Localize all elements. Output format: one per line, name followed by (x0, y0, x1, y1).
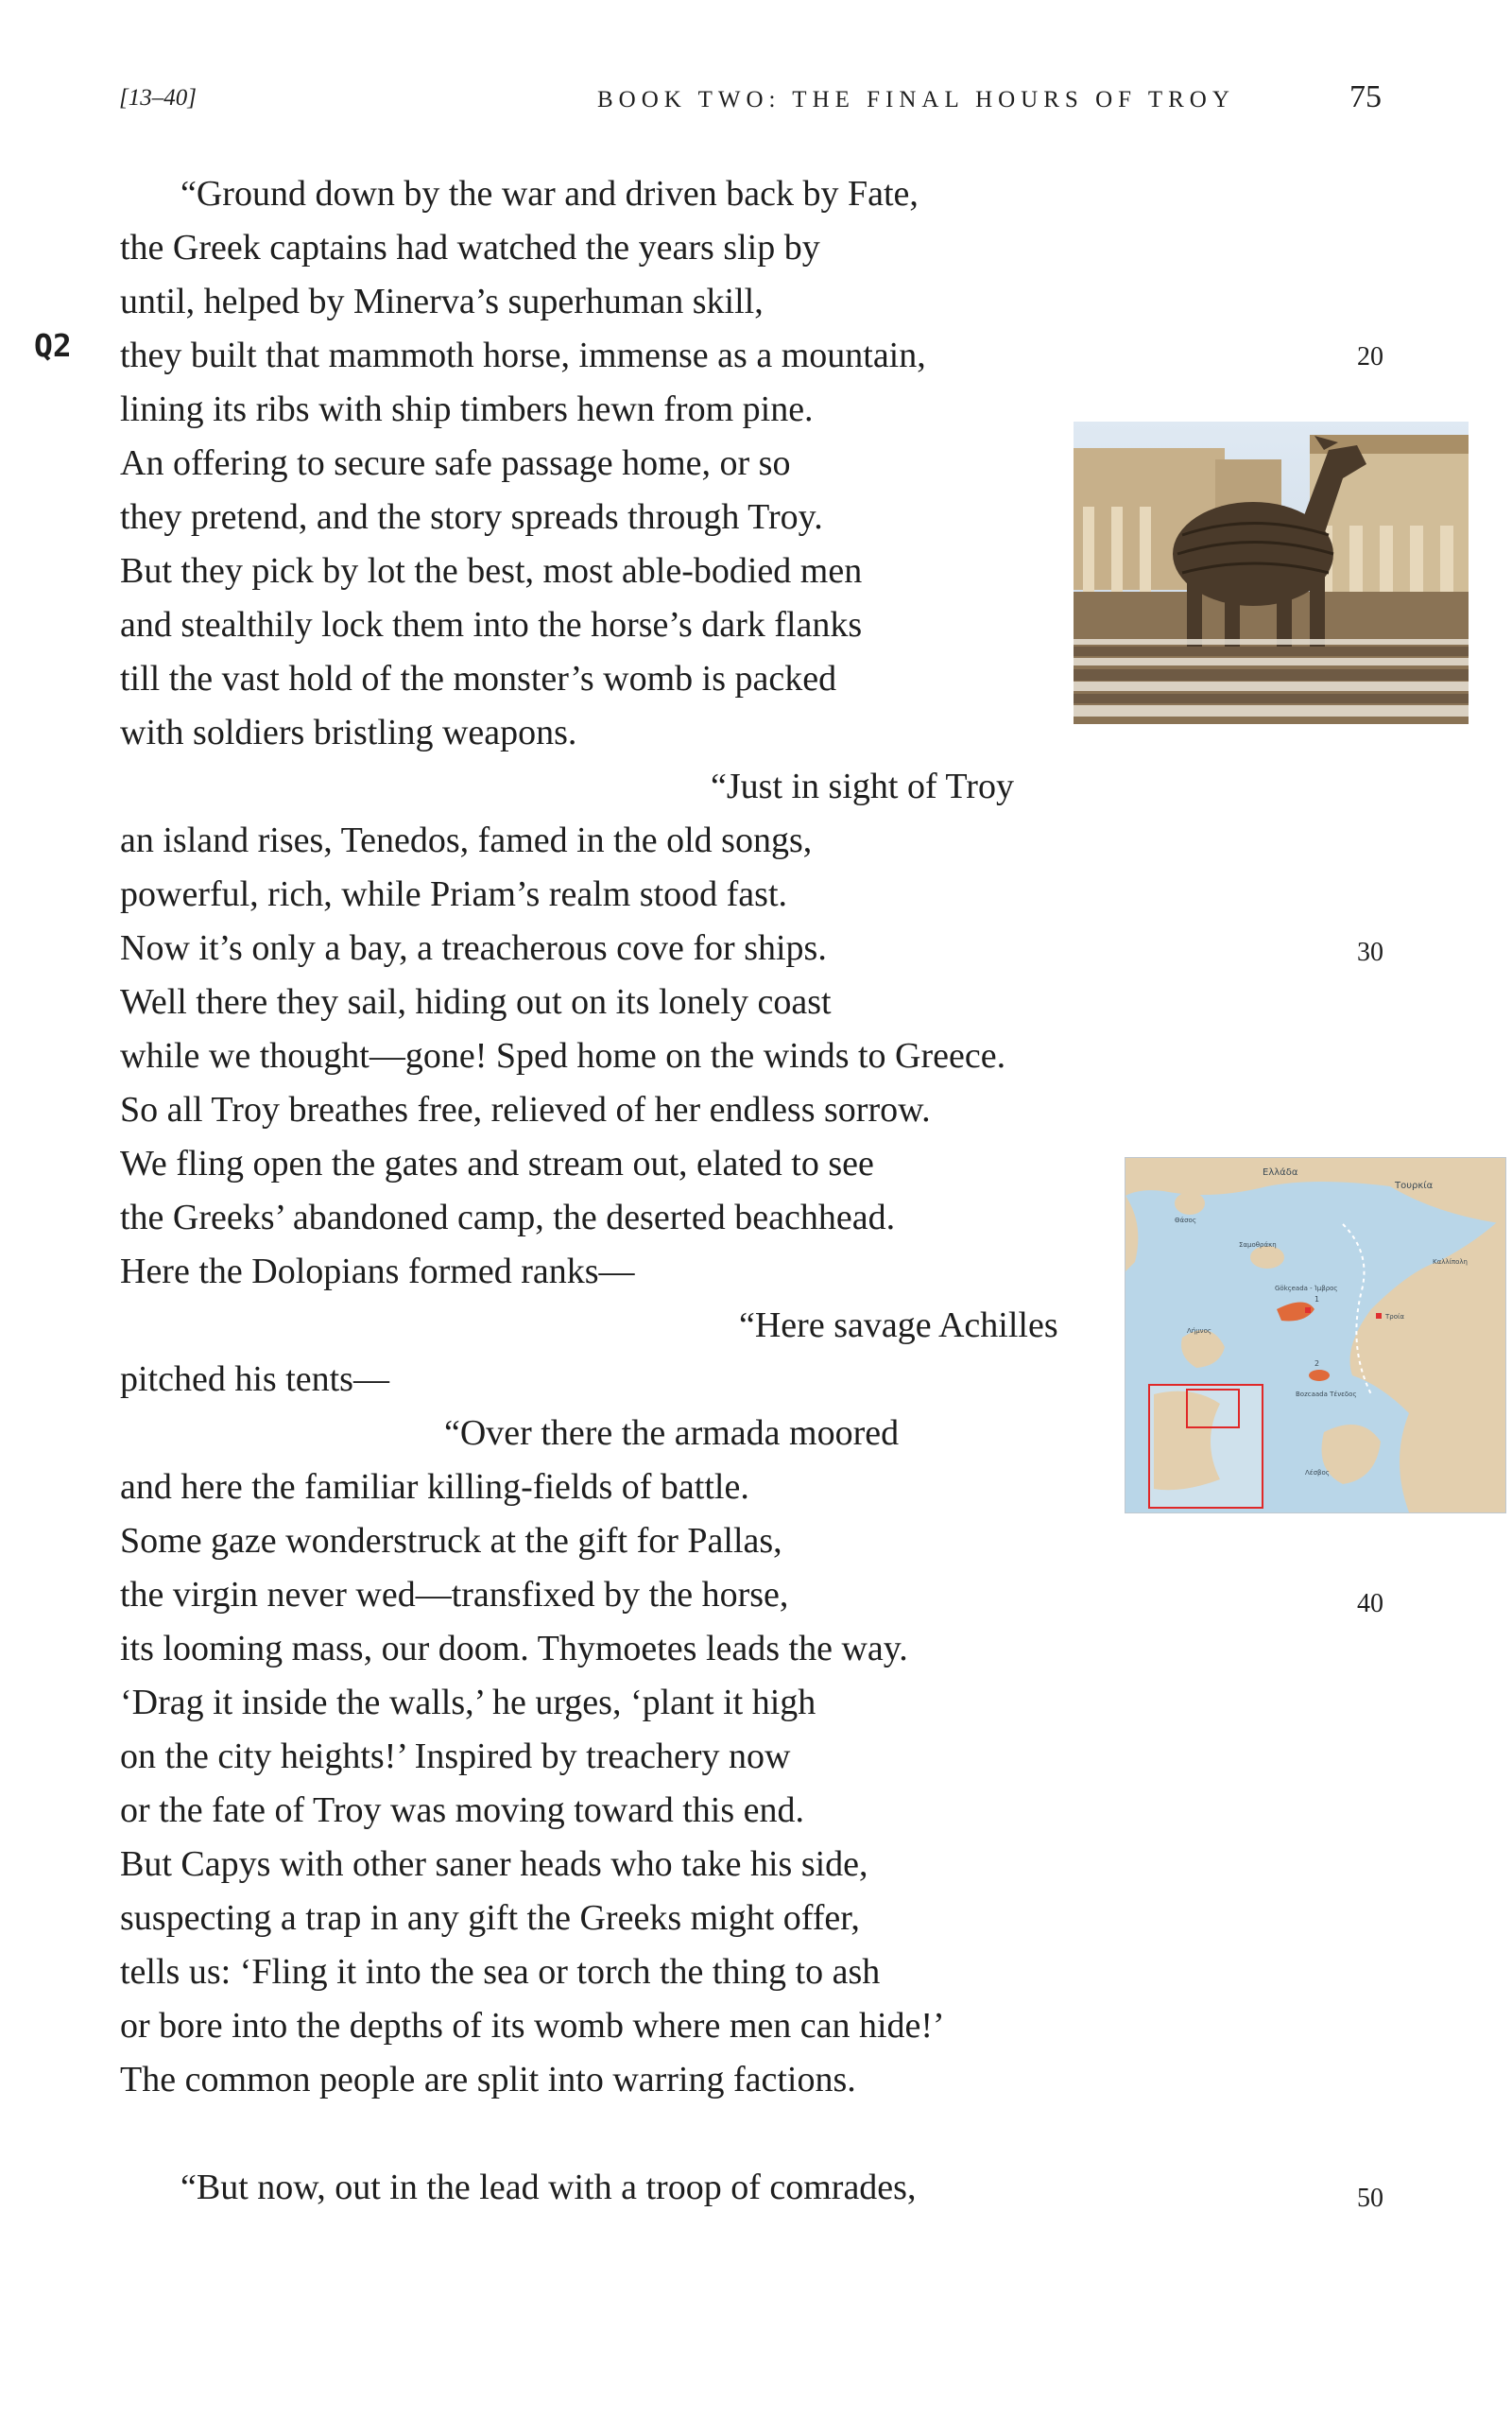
poem-line: or the fate of Troy was moving toward this end. (120, 1790, 805, 1830)
line-number-30: 30 (1357, 938, 1383, 967)
poem-line: its looming mass, our doom. Thymoetes leads the way. (120, 1629, 908, 1668)
map-label-kallipoli: Καλλίπολη (1433, 1258, 1468, 1266)
map-label-gokceada: Gökçeada - Ίμβρος (1275, 1285, 1338, 1292)
poem-line: on the city heights!’ Inspired by treachery now (120, 1736, 791, 1776)
poem-line: “Here savage Achilles (739, 1305, 1058, 1345)
poem-line: they built that mammoth horse, immense as a mountain, (120, 336, 926, 375)
poem-line: the Greeks’ abandoned camp, the deserted beachhead. (120, 1198, 896, 1237)
poem-line: Here the Dolopians formed ranks— (120, 1252, 635, 1291)
header-line-range: [13–40] (119, 85, 197, 111)
poem-line: “Ground down by the war and driven back by Fate, (180, 174, 919, 214)
poem-line: pitched his tents— (120, 1359, 389, 1399)
line-number-50: 50 (1357, 2184, 1383, 2213)
poem-line: until, helped by Minerva’s superhuman skill, (120, 282, 764, 321)
margin-annotation: Q2 (34, 327, 72, 364)
poem-line: they pretend, and the story spreads through Troy. (120, 497, 823, 537)
poem-line: the Greek captains had watched the years slip by (120, 228, 820, 268)
poem-line: Well there they sail, hiding out on its lonely coast (120, 982, 832, 1022)
map-label-limnos: Λήμνος (1187, 1327, 1211, 1335)
map-label-lesvos: Λέσβος (1305, 1469, 1330, 1477)
map-marker-1: 1 (1314, 1295, 1320, 1304)
poem-line: Now it’s only a bay, a treacherous cove for ships. (120, 928, 827, 968)
poem-line: an island rises, Tenedos, famed in the old songs, (120, 821, 813, 860)
poem-line: But Capys with other saner heads who take his side, (120, 1844, 868, 1884)
poem-line: and stealthily lock them into the horse’s dark flanks (120, 605, 863, 645)
map-label-samothrace: Σαμοθράκη (1239, 1241, 1277, 1249)
poem-line: or bore into the depths of its womb where men can hide!’ (120, 2006, 945, 2046)
line-number-40: 40 (1357, 1589, 1383, 1618)
poem-line: “Just in sight of Troy (711, 767, 1014, 806)
poem-line: ‘Drag it inside the walls,’ he urges, ‘plant it high (120, 1683, 816, 1722)
map-label-thasos: Θάσος (1175, 1217, 1196, 1224)
poem-line: Some gaze wonderstruck at the gift for Pallas, (120, 1521, 782, 1561)
map-label-bozcaada: Bozcaada Τένεδος (1296, 1391, 1357, 1398)
map-label-greece: Ελλάδα (1263, 1167, 1298, 1178)
trojan-horse-photo (1074, 422, 1469, 724)
poem-line: with soldiers bristling weapons. (120, 713, 577, 752)
poem-line: “Over there the armada moored (444, 1413, 900, 1453)
poem-line: But they pick by lot the best, most able-bodied men (120, 551, 863, 591)
poem-line: suspecting a trap in any gift the Greeks might offer, (120, 1898, 860, 1938)
poem-line: An offering to secure safe passage home, or so (120, 443, 791, 483)
aegean-map (1125, 1157, 1506, 1513)
poem-line: and here the familiar killing-fields of battle. (120, 1467, 749, 1507)
header-title: BOOK TWO: THE FINAL HOURS OF TROY (597, 87, 1235, 112)
poem-line: till the vast hold of the monster’s womb is packed (120, 659, 837, 699)
poem-line: The common people are split into warring factions. (120, 2060, 856, 2099)
poem-line: while we thought—gone! Sped home on the winds to Greece. (120, 1036, 1006, 1076)
map-label-turkey: Τουρκία (1395, 1181, 1434, 1191)
line-number-20: 20 (1357, 342, 1383, 371)
poem-line: So all Troy breathes free, relieved of her endless sorrow. (120, 1090, 931, 1130)
poem-line: powerful, rich, while Priam’s realm stood fast. (120, 874, 788, 914)
map-marker-2: 2 (1314, 1359, 1320, 1368)
poem-line: tells us: ‘Fling it into the sea or torch the thing to ash (120, 1952, 881, 1992)
page-number: 75 (1349, 79, 1382, 114)
poem-line: lining its ribs with ship timbers hewn from pine. (120, 389, 814, 429)
poem-line: the virgin never wed—transfixed by the horse, (120, 1575, 789, 1615)
poem-line: “But now, out in the lead with a troop of comrades, (180, 2168, 917, 2207)
poem-line: We fling open the gates and stream out, elated to see (120, 1144, 874, 1184)
map-label-troy: Τροία (1385, 1313, 1404, 1321)
